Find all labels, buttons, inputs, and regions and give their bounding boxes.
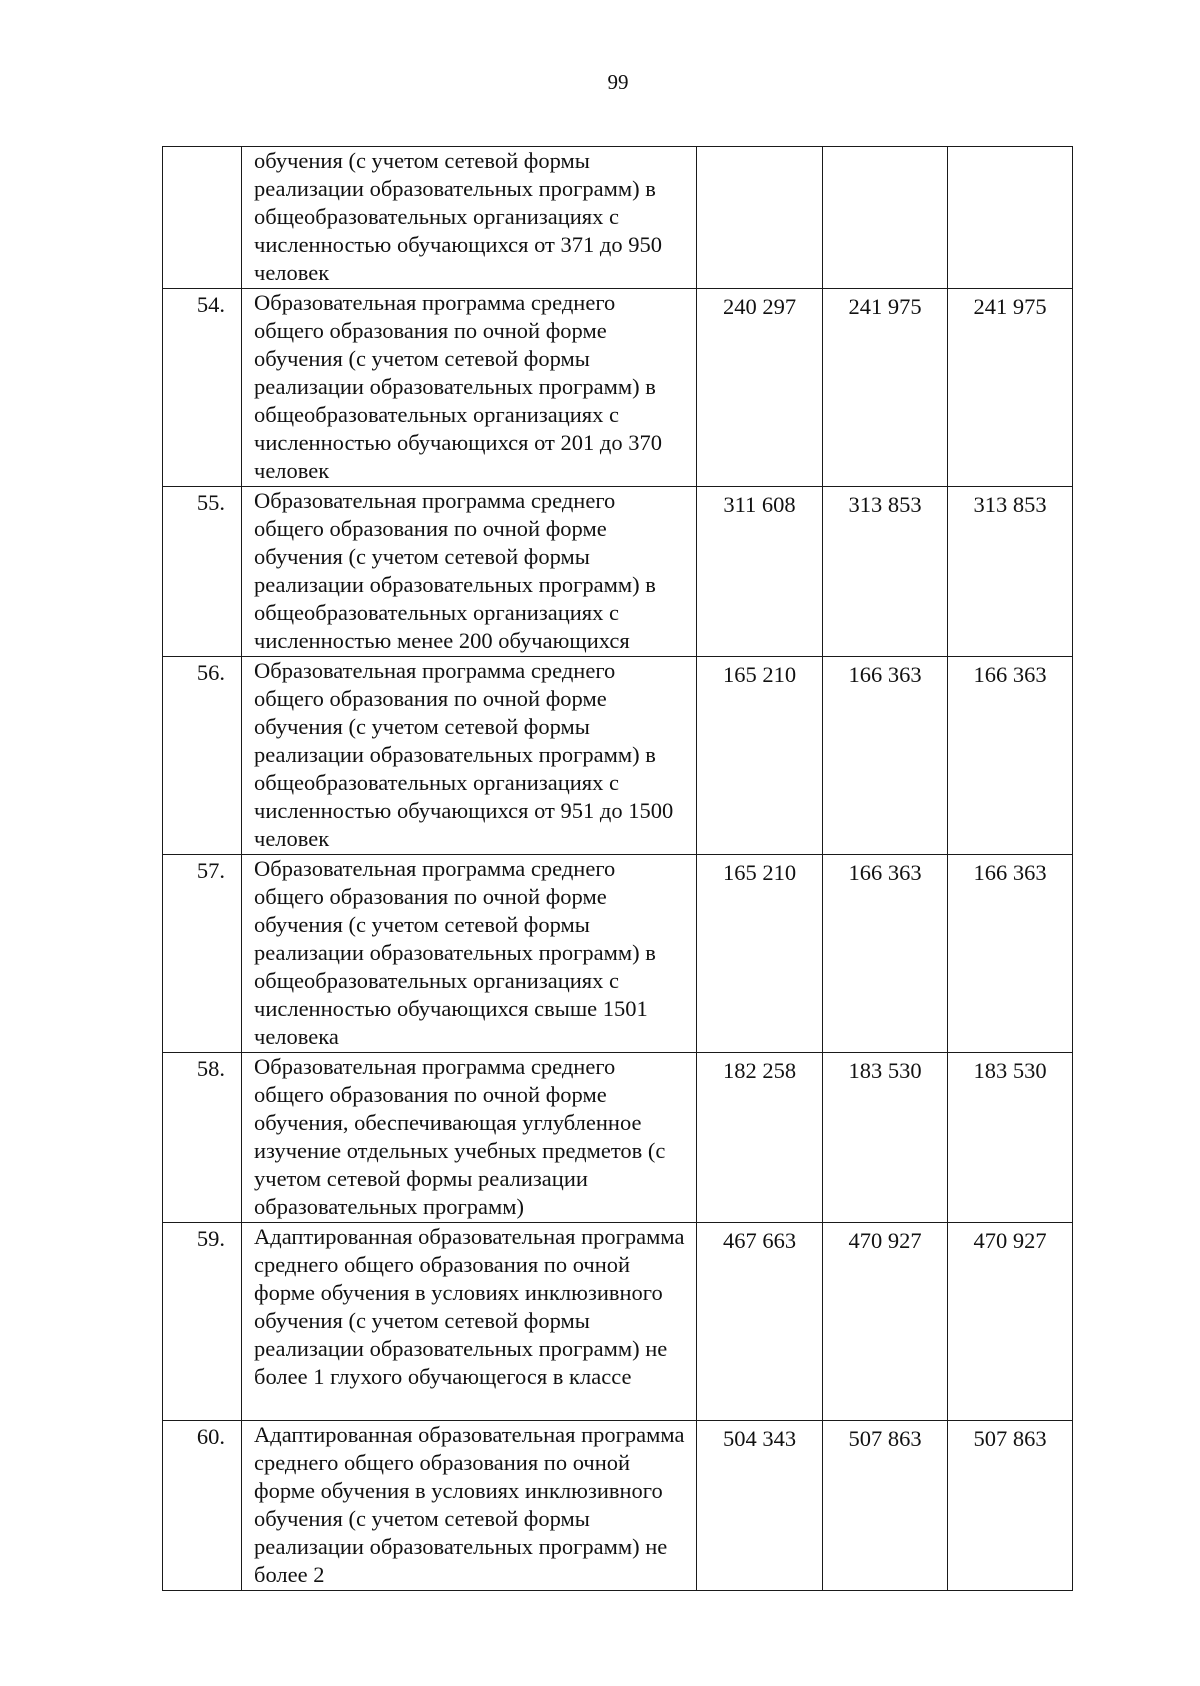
- program-name-cell: Образовательная программа среднего общего образования по очной форме обучения (с учетом сетевой формы реализации образовательных программ) в общеобразовательных организациях с численностью обучающихся от 951 до 1500 человек: [242, 657, 697, 855]
- value-cell-3: 166 363: [948, 855, 1073, 1053]
- value-cell-1: 504 343: [697, 1421, 823, 1591]
- program-name-cell: Образовательная программа среднего общего образования по очной форме обучения (с учетом сетевой формы реализации образовательных программ) в общеобразовательных организациях с численностью обучающихся свыше 1501 человека: [242, 855, 697, 1053]
- value-cell-1: 165 210: [697, 855, 823, 1053]
- row-number-cell: 56.: [163, 657, 242, 855]
- row-number-cell: [163, 147, 242, 289]
- value-cell-3: 166 363: [948, 657, 1073, 855]
- value-cell-2: 313 853: [823, 487, 948, 657]
- row-number-cell: 57.: [163, 855, 242, 1053]
- table-row-continuation: [163, 147, 1073, 289]
- value-cell-2: 470 927: [823, 1223, 948, 1421]
- value-cell-3: 507 863: [948, 1421, 1073, 1591]
- program-name-cell: Образовательная программа среднего общего образования по очной форме обучения (с учетом сетевой формы реализации образовательных программ) в общеобразовательных организациях с численностью обучающихся от 201 до 370 человек: [242, 289, 697, 487]
- value-cell-2: [823, 147, 948, 289]
- table-row: [163, 657, 1073, 855]
- table-row: [163, 1421, 1073, 1591]
- value-cell-2: 166 363: [823, 657, 948, 855]
- value-cell-3: 313 853: [948, 487, 1073, 657]
- row-number-cell: 60.: [163, 1421, 242, 1591]
- value-cell-2: 183 530: [823, 1053, 948, 1223]
- value-cell-1: 182 258: [697, 1053, 823, 1223]
- value-cell-3: 470 927: [948, 1223, 1073, 1421]
- value-cell-2: 241 975: [823, 289, 948, 487]
- value-cell-2: 507 863: [823, 1421, 948, 1591]
- table-row: [163, 487, 1073, 657]
- row-number-cell: 59.: [163, 1223, 242, 1421]
- program-name-cell: Образовательная программа среднего общего образования по очной форме обучения (с учетом сетевой формы реализации образовательных программ) в общеобразовательных организациях с численностью менее 200 обучающихся: [242, 487, 697, 657]
- program-name-cell: Адаптированная образовательная программа среднего общего образования по очной форме обучения в условиях инклюзивного обучения (с учетом сетевой формы реализации образовательных программ) не более 1 глухого обучающегося в классе: [242, 1223, 697, 1421]
- value-cell-1: 240 297: [697, 289, 823, 487]
- value-cell-3: 183 530: [948, 1053, 1073, 1223]
- value-cell-3: [948, 147, 1073, 289]
- program-name-cell: Образовательная программа среднего общего образования по очной форме обучения, обеспечивающая углубленное изучение отдельных учебных предметов (с учетом сетевой формы реализации образовательных программ): [242, 1053, 697, 1223]
- value-cell-2: 166 363: [823, 855, 948, 1053]
- value-cell-1: 311 608: [697, 487, 823, 657]
- table-row: [163, 1053, 1073, 1223]
- table-row: [163, 1223, 1073, 1421]
- value-cell-1: [697, 147, 823, 289]
- program-name-cell: Адаптированная образовательная программа среднего общего образования по очной форме обучения в условиях инклюзивного обучения (с учетом сетевой формы реализации образовательных программ) не более 2: [242, 1421, 697, 1591]
- tariff-table: [162, 146, 1073, 1591]
- page-number: 99: [607, 70, 629, 94]
- program-name-cell: обучения (с учетом сетевой формы реализации образовательных программ) в общеобразовательных организациях с численностью обучающихся от 371 до 950 человек: [242, 147, 697, 289]
- table-row: [163, 289, 1073, 487]
- value-cell-1: 165 210: [697, 657, 823, 855]
- value-cell-3: 241 975: [948, 289, 1073, 487]
- row-number-cell: 55.: [163, 487, 242, 657]
- table-row: [163, 855, 1073, 1053]
- value-cell-1: 467 663: [697, 1223, 823, 1421]
- row-number-cell: 58.: [163, 1053, 242, 1223]
- row-number-cell: 54.: [163, 289, 242, 487]
